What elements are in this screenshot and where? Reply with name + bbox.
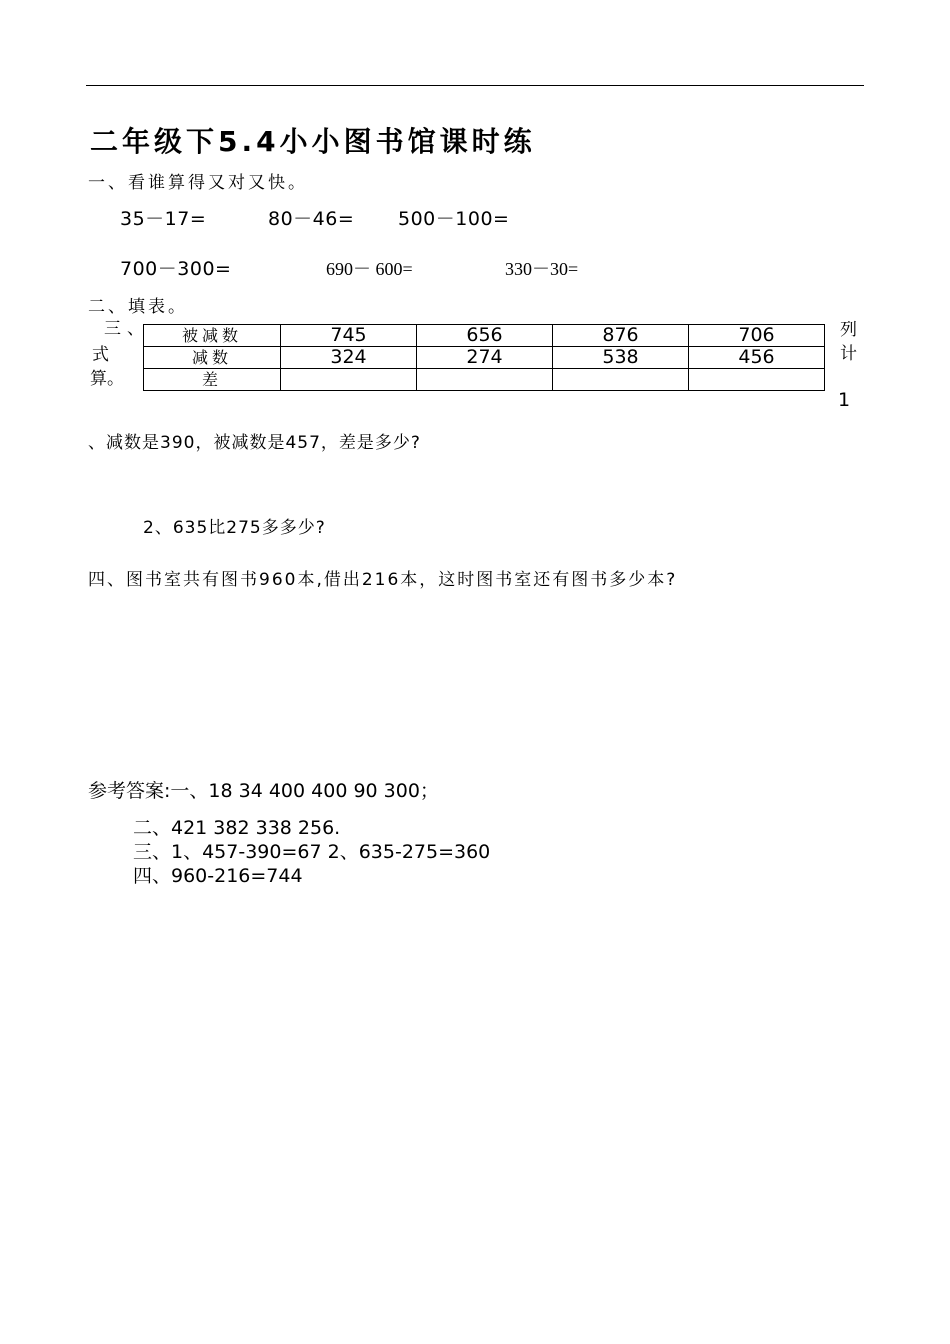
answer-line-3: 三、1、457-390=67 2、635-275=360: [133, 841, 491, 863]
answer-line-2: 二、421 382 338 256.: [133, 817, 341, 839]
problem-4: 700－300=: [120, 258, 232, 280]
row-label-difference: 差: [144, 369, 281, 391]
problem-2: 80－46=: [268, 208, 355, 230]
section3-fragment-one: 1: [838, 389, 851, 411]
row-label-minuend: 被减数: [144, 325, 281, 347]
section3-fragment-suan: 算。: [90, 369, 124, 389]
problem-3: 500－100=: [398, 208, 510, 230]
answer-line-4: 四、960-216=744: [133, 865, 303, 887]
minuend-cell: 745: [281, 325, 417, 347]
top-rule: [86, 85, 864, 86]
table-row: [144, 369, 825, 391]
page-title: 二年级下5.4小小图书馆课时练: [90, 125, 536, 158]
section3-question-2: 2、635比275多多少?: [143, 518, 326, 538]
difference-cell-empty[interactable]: [689, 369, 825, 391]
minuend-cell: 706: [689, 325, 825, 347]
difference-cell-empty[interactable]: [417, 369, 553, 391]
section1-heading: 一、看谁算得又对又快。: [88, 173, 308, 193]
answer-line-1: 参考答案:一、18 34 400 400 90 300；: [88, 780, 439, 802]
difference-cell-empty[interactable]: [553, 369, 689, 391]
row-label-subtrahend: 减数: [144, 347, 281, 369]
subtrahend-cell: 324: [281, 347, 417, 369]
subtrahend-cell: 274: [417, 347, 553, 369]
section3-fragment-ji: 计: [840, 344, 857, 364]
table-row: [144, 325, 825, 347]
problem-6: 330－30=: [505, 259, 579, 279]
problem-5: 690－ 600=: [326, 259, 413, 279]
section2-heading: 二、填表。: [88, 297, 188, 317]
subtrahend-cell: 538: [553, 347, 689, 369]
minuend-cell: 876: [553, 325, 689, 347]
section3-question-1: 、减数是390，被减数是457，差是多少?: [88, 433, 421, 453]
table-row: [144, 347, 825, 369]
section3-fragment-shi: 式: [92, 345, 109, 365]
difference-cell-empty[interactable]: [281, 369, 417, 391]
section4-question: 四、图书室共有图书960本,借出216本，这时图书室还有图书多少本?: [88, 570, 678, 590]
problem-1: 35－17=: [120, 208, 207, 230]
subtraction-table: [143, 324, 825, 391]
minuend-cell: 656: [417, 325, 553, 347]
subtrahend-cell: 456: [689, 347, 825, 369]
section3-fragment-lie: 列: [840, 320, 857, 340]
section3-number-fragment: 三、: [104, 319, 150, 339]
